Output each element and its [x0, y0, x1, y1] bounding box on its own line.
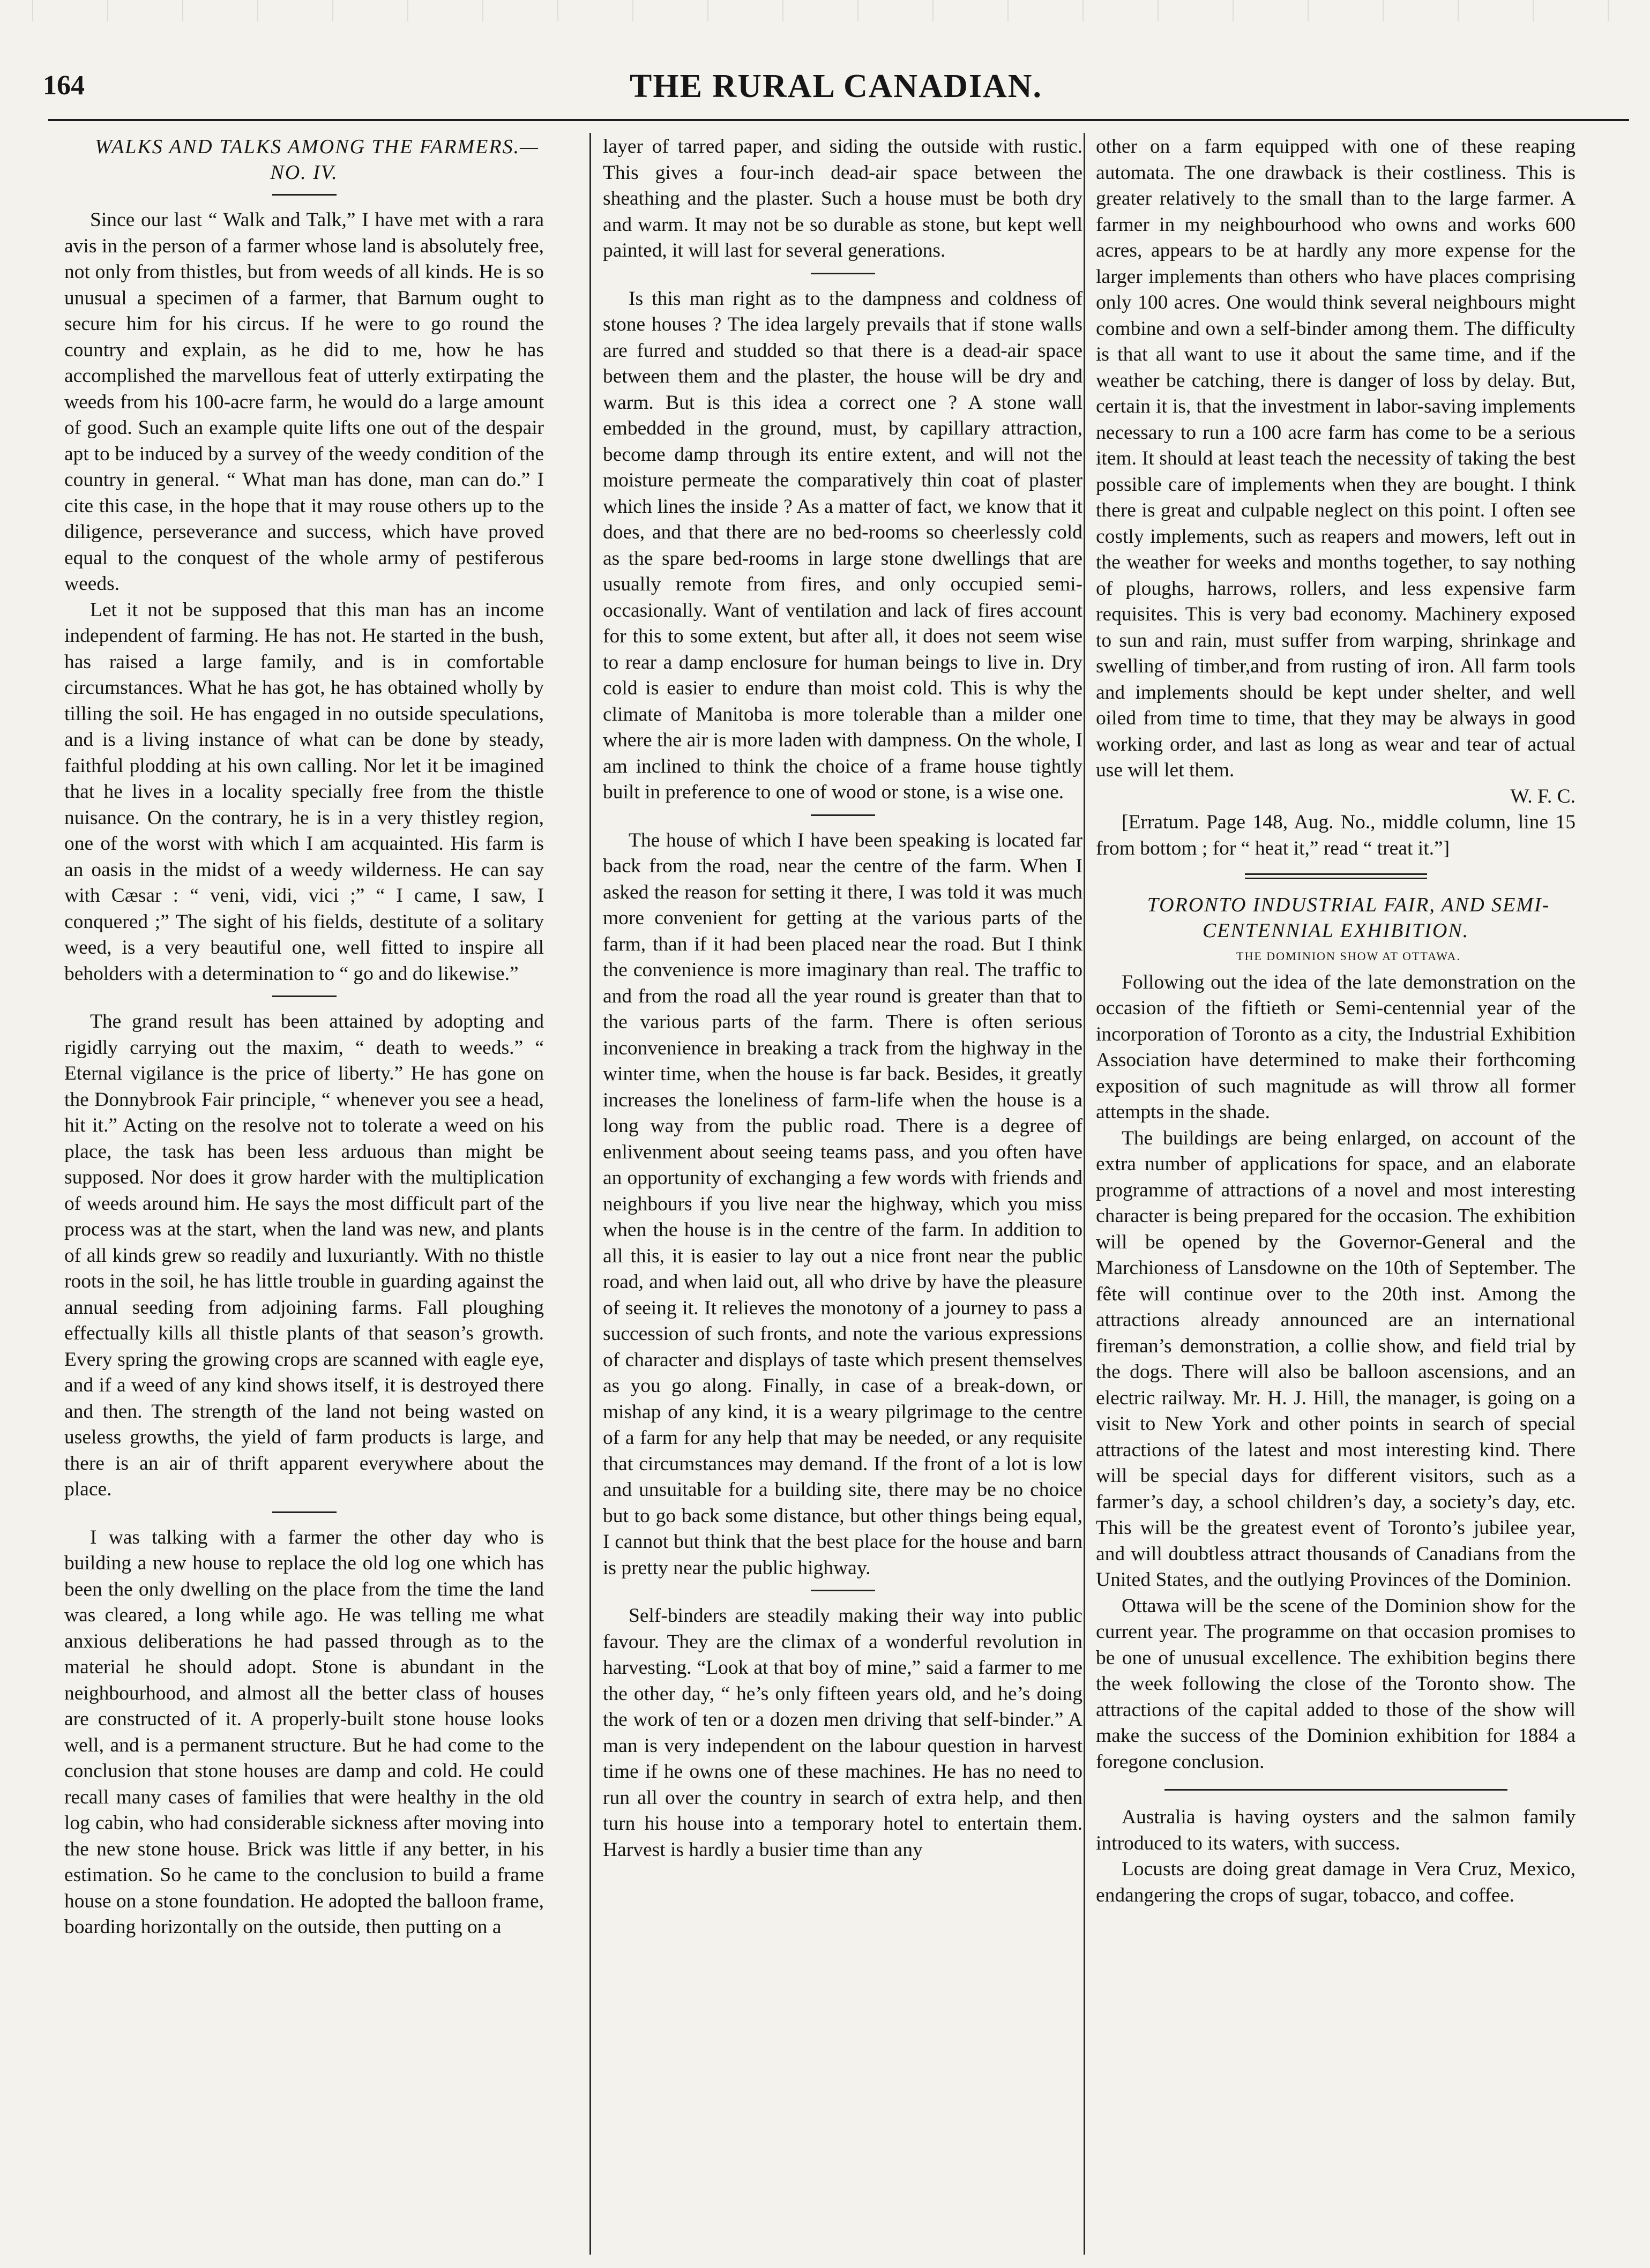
- paragraph: The buildings are being enlarged, on account of the extra number of applications for space, and an elaborate programme of attractions of a novel and most interesting character is being prepared for the occasion. The exhibition will be opened by the Governor-General and the Marchioness of Lansdowne on the 10th of September. The fête will continue over to the 20th inst. Among the attractions already announced are an international fireman’s demonstration, a collie show, and field trial by the dogs. There will also be balloon ascensions, and an electric railway. Mr. H. J. Hill, the manager, is going on a visit to New York and other points in search of special attractions of the latest and most interesting kind. There will be special days for different visitors, such as a farmer’s day, a school children’s day, a society’s day, etc. This will be the greatest event of Toronto’s jubilee year, and will doubtless attract thousands of Canadians from the United States, and the outlying Provinces of the Dominion.: [1096, 1127, 1576, 1591]
- masthead-title: THE RURAL CANADIAN.: [629, 68, 1042, 104]
- column-divider: [1084, 133, 1085, 2255]
- erratum-note: [Erratum. Page 148, Aug. No., middle column, line 15 from bottom ; for “ heat it,” read “ treat it.”]: [1096, 811, 1576, 859]
- news-item: Locusts are doing great damage in Vera Cruz, Mexico, endangering the crops of sugar, tobacco, and coffee.: [1096, 1858, 1576, 1906]
- paragraph: Is this man right as to the dampness and coldness of stone houses ? The idea largely prevails that if stone walls are furred and studded so that there is a dead-air space between them and the plaster, the house will be dry and warm. But is this idea a correct one ? A stone wall embedded in the ground, must, by capillary attraction, become damp through its entire extent, and will not the moisture permeate the comparatively thin coat of plaster which lines the inside ? As a matter of fact, we know that it does, and that there are no bed-rooms so cheerlessly cold as the spare bed-rooms in large stone dwellings that are usually remote from fires, and only occupied semi-occasionally. Want of ventilation and lack of fires account for this to some extent, but after all, it does not seem wise to rear a damp enclosure for human beings to live in. Dry cold is easier to endure than moist cold. This is why the climate of Manitoba is more tolerable than a milder one where the air is more laden with dampness. On the whole, I am inclined to think the choice of a frame house tightly built in preference to one of wood or stone, is a wise one.: [603, 287, 1082, 803]
- section-rule: [811, 273, 875, 274]
- paragraph: The house of which I have been speaking is located far back from the road, near the centre of the farm. When I asked the reason for setting it there, I was told it was much more convenient for getting at the various parts of the farm, than if it had been placed near the road. But I think the convenience is more imaginary than real. The traffic to and from the road all the year round is greater than that to the various parts of the farm. There is often serious inconvenience in breaking a track from the highway in the winter time, when the house is far back. Besides, it greatly increases the loneliness of farm-life when the house is a long way from the public road. There is a degree of enlivenment about seeing teams pass, and you often have an opportunity of exchanging a few words with friends and neighbours if you live near the highway, which you miss when the house is in the centre of the farm. In addition to all this, it is easier to lay out a nice front near the public road, and when laid out, all who drive by have the pleasure of seeing it. It relieves the monotony of a journey to pass a succession of such fronts, and note the various expressions of character and displays of taste which present themselves as you go along. Finally, in case of a break-down, or mishap of any kind, it is a weary pilgrimage to the centre of a farm for any help that may be needed, or any requisite that circumstances may demand. If the front of a lot is low and unsuitable for a building site, there may be no choice but to go back some distance, but other things being equal, I cannot but think that the best place for the house and barn is pretty near the public highway.: [603, 829, 1082, 1579]
- header-rule: [48, 119, 1629, 121]
- section-rule: [811, 1590, 875, 1591]
- article-subhead: THE DOMINION SHOW AT OTTAWA.: [1236, 949, 1461, 963]
- section-rule: [1164, 1789, 1507, 1791]
- paragraph: layer of tarred paper, and siding the outside with rustic. This gives a four-inch dead-air space between the sheathing and the plaster. Such a house must be both dry and warm. It may not be so durable as stone, but kept well painted, it will last for several generations.: [603, 136, 1082, 261]
- paragraph: Following out the idea of the late demonstration on the occasion of the fiftieth or Semi-centennial year of the incorporation of Toronto as a city, the Industrial Exhibition Association have determined to make their forthcoming exposition of such magnitude as will throw all former attempts in the shade.: [1096, 971, 1576, 1123]
- paragraph: The grand result has been attained by adopting and rigidly carrying out the maxim, “ death to weeds.” “ Eternal vigilance is the price of liberty.” He has gone on the Donnybrook Fair principle, “ whenever you see a head, hit it.” Acting on the resolve not to tolerate a weed on his place, the task has been less arduous than might be supposed. Nor does it grow harder with the multiplication of weeds around him. He says the most difficult part of the process was at the start, when the land was new, and plants of all kinds grew so readily and luxuriantly. With no thistle roots in the soil, he has little trouble in guarding against the annual seeding from adjoining farms. Fall ploughing effectually kills all thistle plants of that season’s growth. Every spring the growing crops are scanned with eagle eye, and if a weed of any kind shows itself, it is destroyed there and then. The strength of the land not being wasted on useless growths, the yield of farm products is large, and there is an air of thrift apparent everywhere about the place.: [64, 1011, 544, 1500]
- column-left: [64, 134, 544, 2234]
- paragraph: Since our last “ Walk and Talk,” I have met with a rara avis in the person of a farmer whose land is absolutely free, not only from thistles, but from weeds of all kinds. He is so unusual a specimen of a farmer, that Barnum ought to secure him for his circus. If he were to go round the country and explain, as he did to me, how he has accomplished the marvellous feat of utterly extirpating the weeds from his 100-acre farm, he would do a large amount of good. Such an example quite lifts one out of the despair apt to be induced by a survey of the weedy condition of the country in general. “ What man has done, man can do.” I cite this case, in the hope that it may rouse others up to the diligence, perseverance and success, which have proved equal to the conquest of the whole army of pestiferous weeds.: [64, 209, 544, 595]
- section-rule: [272, 995, 337, 997]
- page-header: [43, 64, 1629, 123]
- column-right: [1096, 134, 1576, 2234]
- scan-edge-noise: [0, 0, 1650, 21]
- column-middle: [603, 134, 1082, 2234]
- author-signature: W. F. C.: [1510, 785, 1576, 807]
- news-item: Australia is having oysters and the salmon family introduced to its waters, with success.: [1096, 1806, 1576, 1854]
- paragraph: other on a farm equipped with one of these reaping automata. The one drawback is their costliness. This is greater relatively to the small than to the large farmer. A farmer in my neighbourhood who owns and works 600 acres, appears to be at hardly any more expense for the larger implements than others who have places comprising only 100 acres. One would think several neighbours might combine and own a self-binder among them. The difficulty is that all want to use it about the same time, and if the weather be catching, there is danger of loss by delay. But, certain it is, that the investment in labor-saving implements necessary to run a 100 acre farm has come to be a serious item. It should at least teach the necessity of taking the best possible care of implements when they are bought. I think there is great and culpable neglect on this point. I often see costly implements, such as reapers and mowers, left out in the weather for weeks and months together, to say nothing of ploughs, harrows, rollers, and less expensive farm requisites. This is very bad economy. Machinery exposed to sun and rain, must suffer from warping, shrinkage and swelling of timber,and from rusting of iron. All farm tools and implements should be kept under shelter, and well oiled from time to time, that they may be always in good working order, and last as long as wear and tear of actual use will let them.: [1096, 136, 1576, 781]
- article-title: TORONTO INDUSTRIAL FAIR, AND SEMI-CENTENNIAL EXHIBITION.: [1147, 894, 1550, 942]
- paragraph: I was talking with a farmer the other day who is building a new house to replace the old log one which has been the only dwelling on the place from the time the land was cleared, a long while ago. He was telling me what anxious deliberations he had passed through as to the material he should adopt. Stone is abundant in the neighbourhood, and almost all the better class of houses are constructed of it. A properly-built stone house looks well, and is a permanent structure. But he had come to the conclusion that stone houses are damp and cold. He could recall many cases of families that were healthy in the old log cabin, who had considerable sickness after moving into the new stone house. Brick was little if any better, in his estimation. So he came to the conclusion to build a frame house on a stone foundation. He adopted the balloon frame, boarding horizontally on the outside, then putting on a: [64, 1526, 544, 1938]
- paragraph: Ottawa will be the scene of the Dominion show for the current year. The programme on that occasion promises to be one of unusual excellence. The exhibition begins there the week following the close of the Toronto show. The attractions of the capital added to those of the show will make the success of the Dominion exhibition for 1884 a foregone conclusion.: [1096, 1595, 1576, 1773]
- page-number: 164: [43, 70, 85, 101]
- article-title: WALKS AND TALKS AMONG THE FARMERS.—NO. IV.: [95, 136, 539, 184]
- section-rule: [272, 1511, 337, 1513]
- column-divider: [589, 133, 591, 2255]
- paragraph: Let it not be supposed that this man has an income independent of farming. He has not. He started in the bush, has raised a large family, and is in comfortable circumstances. What he has got, he has obtained wholly by tilling the soil. He has engaged in no outside speculations, and is a living instance of what can be done by steady, faithful plodding at his own calling. Nor let it be imagined that he lives in a locality specially free from the thistle nuisance. On the contrary, he is in a very thistley region, one of the worst with which I am acquainted. His farm is an oasis in the midst of a weedy wilderness. He can say with Cæsar : “ veni, vidi, vici ;” “ I came, I saw, I conquered ;” The sight of his fields, destitute of a solitary weed, is a very beautiful one, well fitted to inspire all beholders with a determination to “ go and do likewise.”: [64, 598, 544, 985]
- double-rule: [1245, 873, 1427, 879]
- section-rule: [272, 194, 337, 196]
- section-rule: [811, 814, 875, 816]
- paragraph: Self-binders are steadily making their way into public favour. They are the climax of a wonderful revolution in harvesting. “Look at that boy of mine,” said a farmer to me the other day, “ he’s only fifteen years old, and he’s doing the work of ten or a dozen men driving that self-binder.” A man is very independent on the labour question in harvest time if he owns one of these machines. He has no need to run all over the country in search of extra help, and then turn his house into a temporary hotel to entertain them. Harvest is hardly a busier time than any: [603, 1605, 1082, 1861]
